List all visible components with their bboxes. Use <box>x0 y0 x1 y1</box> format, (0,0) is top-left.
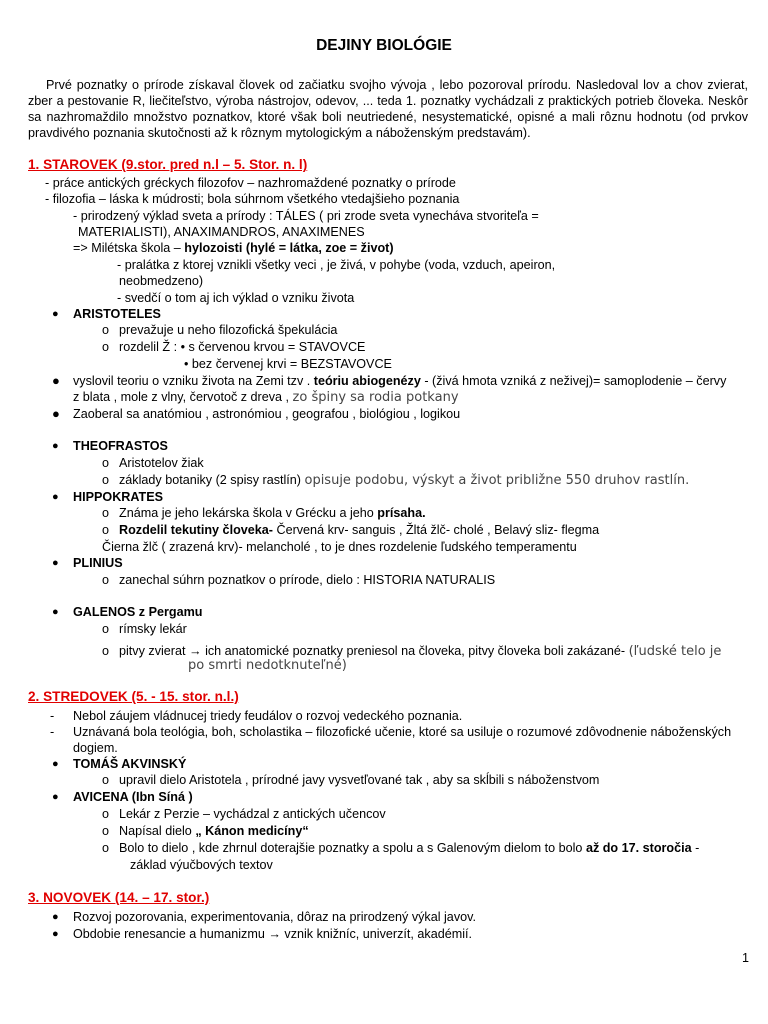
bullet-icon: ● <box>52 606 59 618</box>
section-heading-stredovek: 2. STREDOVEK (5. - 15. stor. n.l.) <box>28 689 239 704</box>
bullet-icon: ● <box>52 491 59 503</box>
bullet-icon: ● <box>52 557 59 569</box>
person-name: HIPPOKRATES <box>73 490 164 504</box>
sub-bullet-icon: o <box>102 456 110 470</box>
text-line: - prirodzený výklad sveta a prírody : TÁLES ( pri zrode sveta vynecháva stvoriteľa = <box>73 209 539 223</box>
bullet-icon: ● <box>52 373 60 388</box>
text-line: zanechal súhrn poznatkov o prírode, dielo : HISTORIA NATURALIS <box>119 573 496 587</box>
bullet-icon: ● <box>52 911 59 923</box>
text-line: Nebol záujem vládnucej triedy feudálov o rozvoj vedeckého poznania. <box>73 709 463 723</box>
text-line: neobmedzeno) <box>119 274 204 288</box>
sub-bullet-icon: o <box>102 473 110 487</box>
sub-bullet-icon: o <box>102 807 110 821</box>
text-line: Rozdelil tekutiny človeka- Červená krv- sanguis , Žltá žlč- cholé , Belavý sliz- flegma <box>119 523 600 537</box>
bullet-icon: ● <box>52 440 59 452</box>
person-name: AVICENA (Ibn Síná ) <box>73 790 193 804</box>
sub-bullet-icon: o <box>102 323 110 337</box>
text-line: Lekár z Perzie – vychádzal z antických učencov <box>119 807 386 821</box>
text-line: => Milétska škola – hylozoisti (hylé = látka, zoe = život) <box>73 241 394 255</box>
bullet-icon: ● <box>52 928 59 940</box>
person-name: ARISTOTELES <box>73 307 161 321</box>
text-line: MATERIALISTI), ANAXIMANDROS, ANAXIMENES <box>78 225 365 239</box>
text-line: Známa je jeho lekárska škola v Grécku a jeho prísaha. <box>119 506 426 520</box>
text-line: Uznávaná bola teológia, boh, scholastika – filozofické učenie, ktoré sa usiluje o rozumové zdôvodnenie náboženských <box>73 725 732 739</box>
text-line: • bez červenej krvi = BEZSTAVOVCE <box>184 357 392 371</box>
dash-icon: - <box>50 709 55 723</box>
text-line: Aristotelov žiak <box>119 456 204 470</box>
text-line: Obdobie renesancie a humanizmu → vznik knižníc, univerzít, akadémií. <box>73 927 472 941</box>
bullet-icon: ● <box>52 308 59 320</box>
person-name: PLINIUS <box>73 556 123 570</box>
text-line: základy botaniky (2 spisy rastlín) opisuje podobu, výskyt a život približne 550 druhov rastlín. <box>119 473 690 488</box>
person-name: THEOFRASTOS <box>73 439 168 453</box>
person-name: GALENOS z Pergamu <box>73 605 203 619</box>
section-heading-novovek: 3. NOVOVEK (14. – 17. stor.) <box>28 890 210 905</box>
page-title: DEJINY BIOLÓGIE <box>316 37 452 54</box>
sub-bullet-icon: o <box>102 824 110 838</box>
sub-bullet-icon: o <box>102 573 110 587</box>
text-line: Bolo to dielo , kde zhrnul doterajšie poznatky a spolu a s Galenovým dielom to bolo až do 17. storočia - <box>119 841 700 855</box>
text-line: Napísal dielo „ Kánon medicíny“ <box>119 824 309 838</box>
sub-bullet-icon: o <box>102 622 110 636</box>
sub-bullet-icon: o <box>102 523 110 537</box>
text-line: pitvy zvierat → ich anatomické poznatky preniesol na človeka, pitvy človeka boli zakázané- (ľudské telo je <box>119 644 722 659</box>
text-line: - práce antických gréckych filozofov – nazhromaždené poznatky o prírode <box>45 176 456 190</box>
text-line: základ výučbových textov <box>130 858 273 872</box>
intro-paragraph: Prvé poznatky o prírode získaval človek od začiatku svojho vývoja , lebo pozoroval prírodu. Nasledoval lov a chov zvierat, zber a pestovanie R, liečiteľstvo, výroba nástrojov, odevov, ... teda 1. poznatky vychádzali z praktických potrieb človeka. Neskôr sa nazhromaždilo množstvo poznatkov, ktoré však boli neutriedené, nesystematické, opisné a mali rôznu hodnotu (od prvkov pravdivého poznania skutočnosti až k rôznym mytologickým a náboženským predstavám). <box>28 78 748 140</box>
text-line: upravil dielo Aristotela , prírodné javy vysvetľované tak , aby sa skĺbili s náboženstvom <box>119 773 600 787</box>
text-line: - pralátka z ktorej vznikli všetky veci , je živá, v pohybe (voda, vzduch, apeiron, <box>117 258 556 272</box>
text-line: Čierna žlč ( zrazená krv)- melancholé , to je dnes rozdelenie ľudského temperamentu <box>102 540 577 554</box>
text-line: dogiem. <box>73 741 118 755</box>
text-line: vyslovil teoriu o vzniku života na Zemi tzv . teóriu abiogenézy - (živá hmota vzniká z neživej)= samoplodenie – červy <box>73 374 727 388</box>
dash-icon: - <box>50 725 55 739</box>
sub-bullet-icon: o <box>102 773 110 787</box>
text-line: Rozvoj pozorovania, experimentovania, dôraz na prirodzený výkal javov. <box>73 910 476 924</box>
bullet-icon: ● <box>52 791 59 803</box>
sub-bullet-icon: o <box>102 340 110 354</box>
page-number: 1 <box>742 951 750 965</box>
bullet-icon: ● <box>52 758 59 770</box>
text-line: rímsky lekár <box>119 622 187 636</box>
text-line: rozdelil Ž : • s červenou krvou = STAVOVCE <box>119 340 366 354</box>
text-line: po smrti nedotknuteľné) <box>188 658 347 673</box>
text-line: z blata , mole z vlny, červotoč z dreva , zo špiny sa rodia potkany <box>73 390 459 405</box>
person-name: TOMÁŠ AKVINSKÝ <box>73 757 187 771</box>
sub-bullet-icon: o <box>102 841 110 855</box>
bullet-icon: ● <box>52 406 60 421</box>
text-line: - filozofia – láska k múdrosti; bola súhrnom všetkého vtedajšieho poznania <box>45 192 460 206</box>
sub-bullet-icon: o <box>102 644 110 658</box>
text-line: - svedčí o tom aj ich výklad o vzniku života <box>117 291 355 305</box>
sub-bullet-icon: o <box>102 506 110 520</box>
text-line: prevažuje u neho filozofická špekulácia <box>119 323 338 337</box>
section-heading-starovek: 1. STAROVEK (9.stor. pred n.l – 5. Stor. n. l) <box>28 157 308 172</box>
text-line: Zaoberal sa anatómiou , astronómiou , geografou , biológiou , logikou <box>73 407 461 421</box>
